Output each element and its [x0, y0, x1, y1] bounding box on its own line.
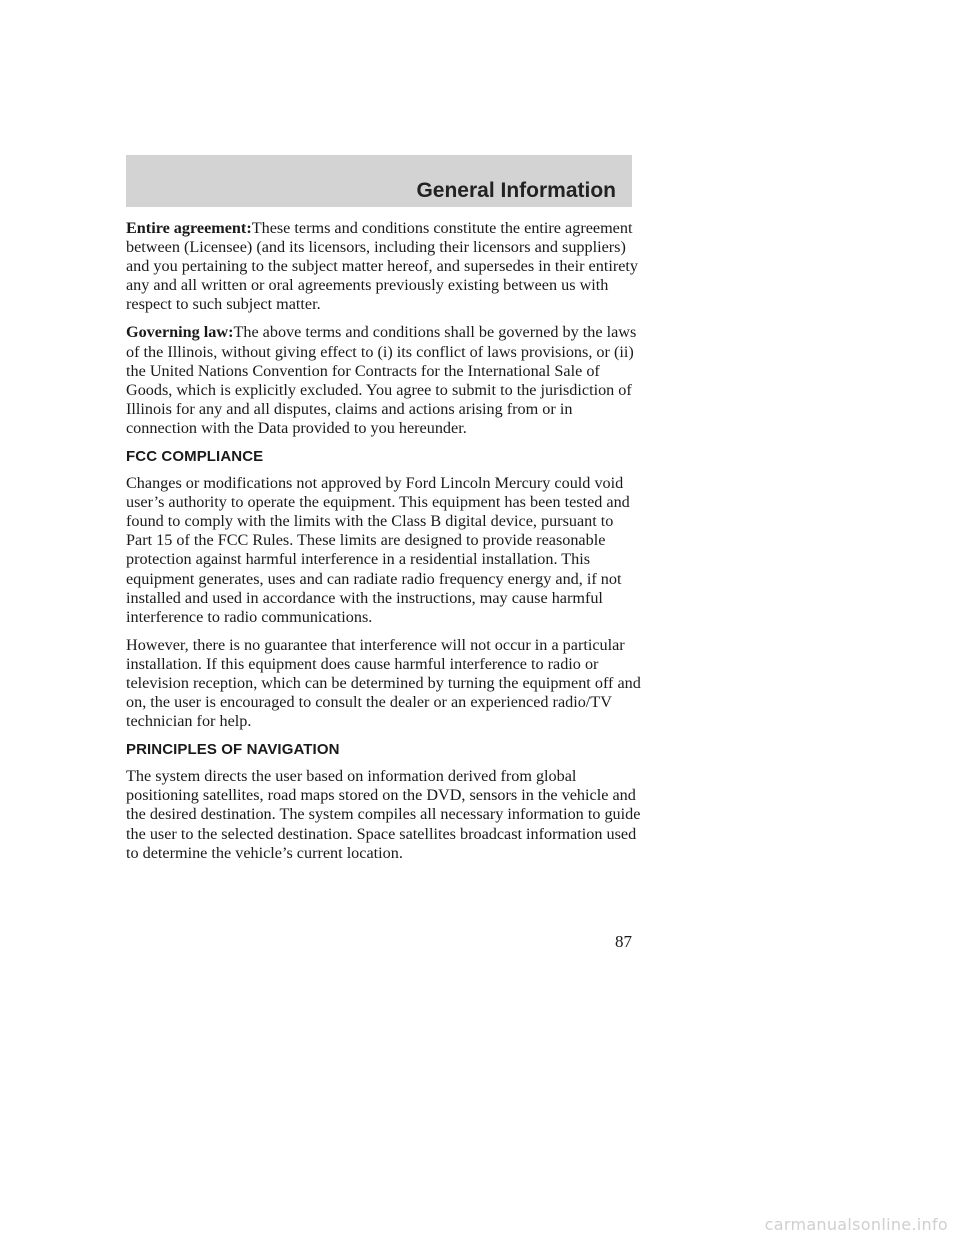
paragraph-governing-law: [126, 323, 642, 438]
section-header-band: [126, 155, 632, 207]
page-number: 87: [615, 932, 632, 951]
term-label-entire-agreement: Entire agreement:: [126, 219, 252, 237]
paragraph-navigation: The system directs the user based on information derived from global positioning satellites, road maps stored on the DVD, sensors in the vehicle and the desired destination. The system compiles all necessary information to guide the user to the selected destination. Space satellites broadcast information used to determine the vehicle’s current location.: [126, 767, 641, 862]
term-text-entire-agreement: These terms and conditions constitute the entire agreement between (Licensee) (and its licensors, including their licensors and suppliers) and you pertaining to the subject matter hereof, and supersedes in their entirety any and all written or oral agreements previously existing between us with respect to such subject matter.: [126, 219, 638, 314]
term-text-governing-law: The above terms and conditions shall be governed by the laws of the Illinois, without giving effect to (i) its conflict of laws provisions, or (ii) the United Nations Convention for Contracts for the International Sale of Goods, which is explicitly excluded. You agree to submit to the jurisdiction of Illinois for any and all disputes, claims and actions arising from or in connection with the Data provided to you hereunder.: [126, 323, 637, 437]
paragraph-fcc-2: However, there is no guarantee that interference will not occur in a particular installation. If this equipment does cause harmful interference to radio or television reception, which can be determined by turning the equipment off and on, the user is encouraged to consult the dealer or an experienced radio/TV technician for help.: [126, 635, 641, 731]
term-label-governing-law: Governing law:: [126, 323, 234, 342]
heading-principles-of-navigation: PRINCIPLES OF NAVIGATION: [126, 741, 340, 759]
watermark-text: carmanualsonline.info: [764, 1215, 948, 1234]
paragraph-fcc-1: Changes or modifications not approved by Ford Lincoln Mercury could void user’s authority to operate the equipment. This equipment has been tested and found to comply with the limits with the Class B digital device, pursuant to Part 15 of the FCC Rules. These limits are designed to provide reasonable protection against harmful interference in a residential installation. This equipment generates, uses and can radiate radio frequency energy and, if not installed and used in accordance with the instructions, may cause harmful interference to radio communications.: [126, 474, 630, 626]
heading-fcc-compliance: FCC COMPLIANCE: [126, 448, 264, 466]
paragraph-entire-agreement: [126, 219, 642, 314]
section-title: General Information: [416, 179, 616, 202]
page-content: [126, 219, 642, 872]
